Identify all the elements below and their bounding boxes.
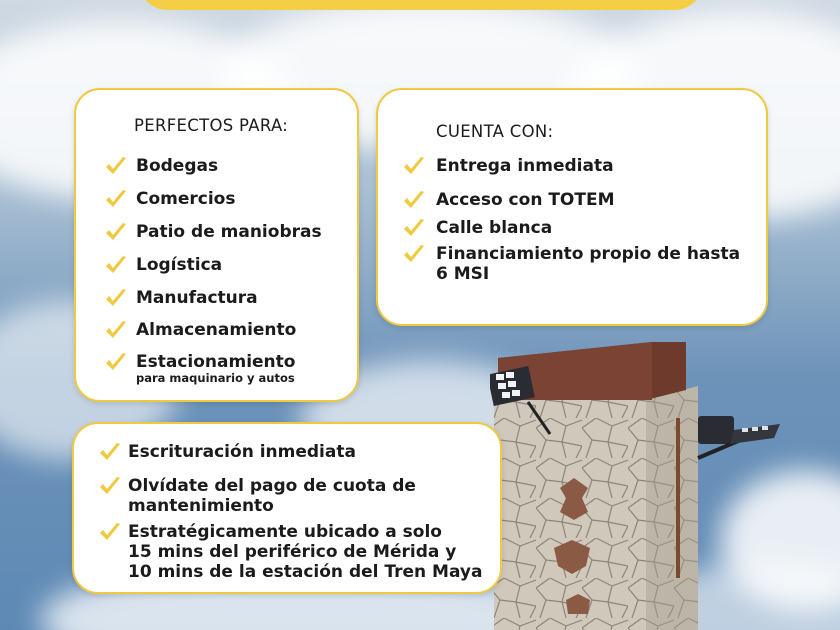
cuenta-item-label: Financiamiento propio de hasta: [436, 244, 741, 264]
cuenta-item-line2: 6 MSI: [436, 264, 490, 284]
perfectos-item-label: Logística: [136, 255, 223, 275]
perfectos-item-label: Estacionamiento: [136, 352, 296, 372]
check-icon: [104, 254, 128, 276]
ventajas-item-line1: Estratégicamente ubicado a solo: [128, 522, 442, 542]
top-banner: [138, 0, 704, 10]
perfectos-item: [136, 156, 218, 176]
ventajas-item-line3: 10 mins de la estación del Tren Maya: [128, 562, 483, 582]
check-icon: [104, 221, 128, 243]
cuenta-item-label: Calle blanca: [436, 218, 553, 238]
ventajas-item-line1: Escrituración inmediata: [128, 442, 356, 462]
perfectos-title: PERFECTOS PARA:: [134, 116, 289, 135]
check-icon: [402, 189, 426, 211]
cuenta-title: CUENTA CON:: [436, 122, 554, 141]
check-icon: [104, 319, 128, 341]
perfectos-item-label: Patio de maniobras: [136, 222, 322, 242]
check-icon: [104, 188, 128, 210]
check-icon: [104, 155, 128, 177]
cuenta-item: [436, 156, 614, 176]
perfectos-item: [136, 352, 295, 385]
perfectos-item: [136, 320, 296, 340]
ventajas-item: [128, 476, 416, 516]
check-icon: [104, 287, 128, 309]
check-icon: [98, 475, 122, 497]
perfectos-item-label: Almacenamiento: [136, 320, 297, 340]
totem-tower-image: [490, 338, 840, 630]
perfectos-item: [136, 189, 236, 209]
ventajas-item: [128, 522, 482, 582]
cuenta-item: [436, 190, 615, 210]
cuenta-item-label: Entrega inmediata: [436, 156, 614, 176]
cuenta-item: [436, 218, 552, 238]
check-icon: [98, 441, 122, 463]
ventajas-card: [72, 422, 502, 594]
check-icon: [402, 243, 426, 265]
check-icon: [98, 521, 122, 543]
perfectos-item-label: Manufactura: [136, 288, 258, 308]
perfectos-para-card: [74, 88, 359, 402]
check-icon: [402, 155, 426, 177]
ventajas-item-line2: mantenimiento: [128, 496, 274, 516]
ventajas-item-line1: Olvídate del pago de cuota de: [128, 476, 416, 496]
perfectos-item-label: Comercios: [136, 189, 236, 209]
perfectos-item: [136, 288, 258, 308]
ventajas-item-line2: 15 mins del periférico de Mérida y: [128, 542, 457, 562]
perfectos-item-sub: para maquinario y autos: [136, 371, 295, 385]
perfectos-item: [136, 255, 222, 275]
check-icon: [104, 351, 128, 373]
cuenta-item-label: Acceso con TOTEM: [436, 190, 615, 210]
check-icon: [402, 217, 426, 239]
cuenta-item: [436, 244, 740, 284]
perfectos-item: [136, 222, 322, 242]
perfectos-item-label: Bodegas: [136, 156, 219, 176]
ventajas-item: [128, 442, 356, 462]
cuenta-con-card: [376, 88, 768, 326]
